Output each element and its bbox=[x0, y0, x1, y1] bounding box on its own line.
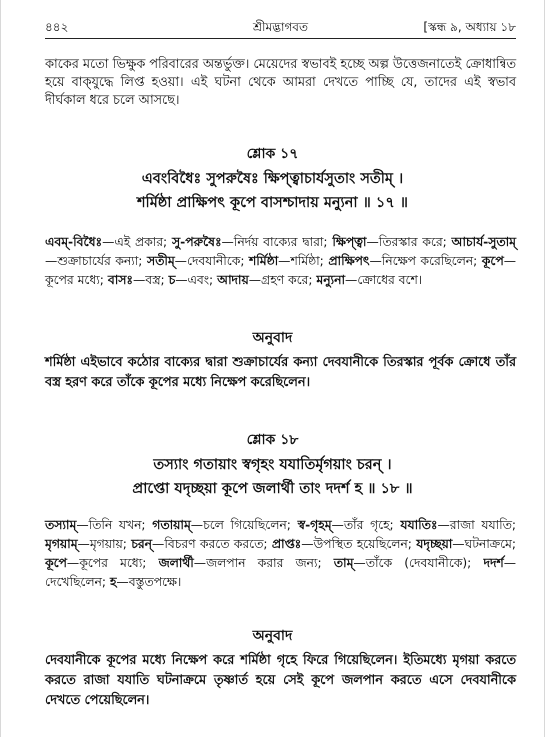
synonym-term: গতায়াম্ bbox=[152, 518, 191, 532]
verse-18-translation: দেবযানীকে কূপের মধ্যে নিক্ষেপ করে শর্মিষ্ঠা গৃহে ফিরে গিয়েছিলেন। ইতিমধ্যে মৃগয়া করতে করতে রাজা যযাতি ঘটনাক্রমে তৃষ্ণার্ত হয়ে সেই কূপে জলপান করতে এসে দেবযানীকে দেখতে পেয়েছিলেন। bbox=[45, 653, 516, 708]
synonym-term: তস্যাম্ bbox=[45, 518, 77, 532]
synonym-term: সতীম্ bbox=[146, 254, 175, 268]
synonym-meaning: —বস্ত্র; bbox=[132, 273, 169, 287]
book-title: শ্রীমদ্ভাগবত bbox=[252, 20, 308, 34]
synonym-meaning: —দেখেছিলেন; bbox=[45, 556, 516, 589]
verse-17-translation-heading: অনুবাদ bbox=[252, 330, 293, 346]
page-number: ৪৪২ bbox=[45, 20, 69, 34]
verse-18-line-2: প্রাপ্তো যদৃচ্ছয়া কূপে জলার্থী তাং দদর্শ হ ॥ ১৮ ॥ bbox=[132, 481, 413, 497]
synonym-term: আচার্য-সুতাম্ bbox=[451, 235, 517, 249]
synonym-term: শর্মিষ্ঠা bbox=[248, 254, 279, 268]
synonym-meaning: —শুক্রাচার্যের কন্যা; bbox=[45, 254, 147, 268]
synonym-term: হ bbox=[109, 575, 117, 589]
section-reference: [স্কন্ধ ৯, অধ্যায় ১৮ bbox=[423, 20, 516, 34]
synonym-term: যযাতিঃ bbox=[400, 518, 438, 532]
synonym-term: এবম্-বিধৈঃ bbox=[45, 235, 103, 249]
verse-17-translation: শর্মিষ্ঠা এইভাবে কঠোর বাক্যের দ্বারা শুক্রাচার্যের কন্যা দেবযানীকে তিরস্কার পূর্বক ক্রোধে তাঁর বস্ত্র হরণ করে তাঁকে কূপের মধ্যে নিক্ষেপ করেছিলেন। bbox=[45, 355, 516, 390]
synonym-meaning: —তিরস্কার করে; bbox=[366, 235, 452, 249]
synonym-meaning: —ক্রোধের বশে। bbox=[345, 273, 423, 287]
synonym-meaning: —নিক্ষেপ করেছিলেন; bbox=[369, 254, 482, 268]
synonym-meaning: —বিচরণ করতে করতে; bbox=[152, 537, 272, 551]
synonym-meaning: —চলে গিয়েছিলেন; bbox=[190, 518, 298, 532]
synonym-term: আদায় bbox=[217, 273, 249, 287]
synonym-term: সু-পরুষৈঃ bbox=[171, 235, 222, 249]
synonym-term: চরন্ bbox=[131, 537, 153, 551]
synonym-meaning: —ঘটনাক্রমে; bbox=[452, 537, 516, 551]
synonym-term: কূপে bbox=[481, 254, 504, 268]
verse-18-translation-heading: অনুবাদ bbox=[252, 628, 293, 644]
synonym-term: বাসঃ bbox=[107, 273, 133, 287]
synonym-meaning: —দেবযানীকে; bbox=[174, 254, 249, 268]
synonym-meaning: —শর্মিষ্ঠা; bbox=[278, 254, 329, 268]
synonym-meaning: —মৃগয়ায়; bbox=[77, 537, 132, 551]
synonym-meaning: —রাজা যযাতি; bbox=[437, 518, 516, 532]
synonym-meaning: —কূপের মধ্যে; bbox=[45, 254, 516, 287]
synonym-meaning: —জলপান করার জন্য; bbox=[193, 556, 334, 570]
synonym-term: স্ব-গৃহম্ bbox=[297, 518, 332, 532]
synonym-meaning: —তাঁর গৃহে; bbox=[331, 518, 401, 532]
synonym-meaning: —এই প্রকার; bbox=[102, 235, 172, 249]
synonym-term: প্রাক্ষিপৎ bbox=[328, 254, 370, 268]
synonym-term: কূপে bbox=[45, 556, 67, 570]
synonym-term: ক্ষিপ্ত্বা bbox=[332, 235, 367, 249]
verse-17-line-1: এবংবিধৈঃ সুপরুষৈঃ ক্ষিপ্ত্বাচার্যসুতাং সতীম্ । bbox=[141, 171, 404, 187]
synonym-term: তাম্ bbox=[333, 556, 354, 570]
synonym-term: মন্যুনা bbox=[316, 273, 346, 287]
verse-17-heading: শ্লোক ১৭ bbox=[246, 146, 299, 162]
synonym-term: প্রাপ্তঃ bbox=[271, 537, 302, 551]
verse-18-line-1: তস্যাং গতায়াং স্বগৃহং যযাতির্মৃগয়াং চরন্ । bbox=[153, 457, 392, 473]
synonym-term: জলার্থী bbox=[158, 556, 194, 570]
verse-17-line-2: শর্মিষ্ঠা প্রাক্ষিপৎ কূপে বাসশ্চাদায় মন্যুনা ॥ ১৭ ॥ bbox=[136, 195, 409, 211]
running-header bbox=[45, 18, 516, 39]
synonym-term: যদৃচ্ছয়া bbox=[416, 537, 453, 551]
synonym-meaning: —এবং; bbox=[175, 273, 218, 287]
synonym-meaning: —তাঁকে (দেবযানীকে); bbox=[353, 556, 484, 570]
intro-paragraph: কাকের মতো ভিক্ষুক পরিবারের অন্তর্ভুক্ত। মেয়েদের স্বভাবই হচ্ছে অল্প উত্তেজনাতেই ক্রোধান্বিত হয়ে বাক্‌যুদ্ধে লিপ্ত হওয়া। এই ঘটনা থেকে আমরা দেখতে পাচ্ছি যে, তাদের এই স্বভাব দীর্ঘকাল ধরে চলে আসছে। bbox=[45, 57, 516, 108]
verse-17-synonyms bbox=[45, 233, 516, 290]
synonym-meaning: —উপস্থিত হয়েছিলেন; bbox=[301, 537, 417, 551]
synonym-meaning: —বস্তুতপক্ষে। bbox=[116, 575, 182, 589]
verse-18-synonyms bbox=[45, 516, 516, 592]
synonym-meaning: —গ্রহণ করে; bbox=[248, 273, 317, 287]
synonym-term: দদর্শ bbox=[483, 556, 504, 570]
synonym-term: চ bbox=[168, 273, 176, 287]
synonym-meaning: —নির্দয় বাক্যের দ্বারা; bbox=[221, 235, 333, 249]
synonym-meaning: —কূপের মধ্যে; bbox=[66, 556, 159, 570]
synonym-meaning: —তিনি যখন; bbox=[76, 518, 153, 532]
verse-18-heading: শ্লোক ১৮ bbox=[246, 432, 299, 448]
synonym-term: মৃগয়াম্ bbox=[45, 537, 78, 551]
